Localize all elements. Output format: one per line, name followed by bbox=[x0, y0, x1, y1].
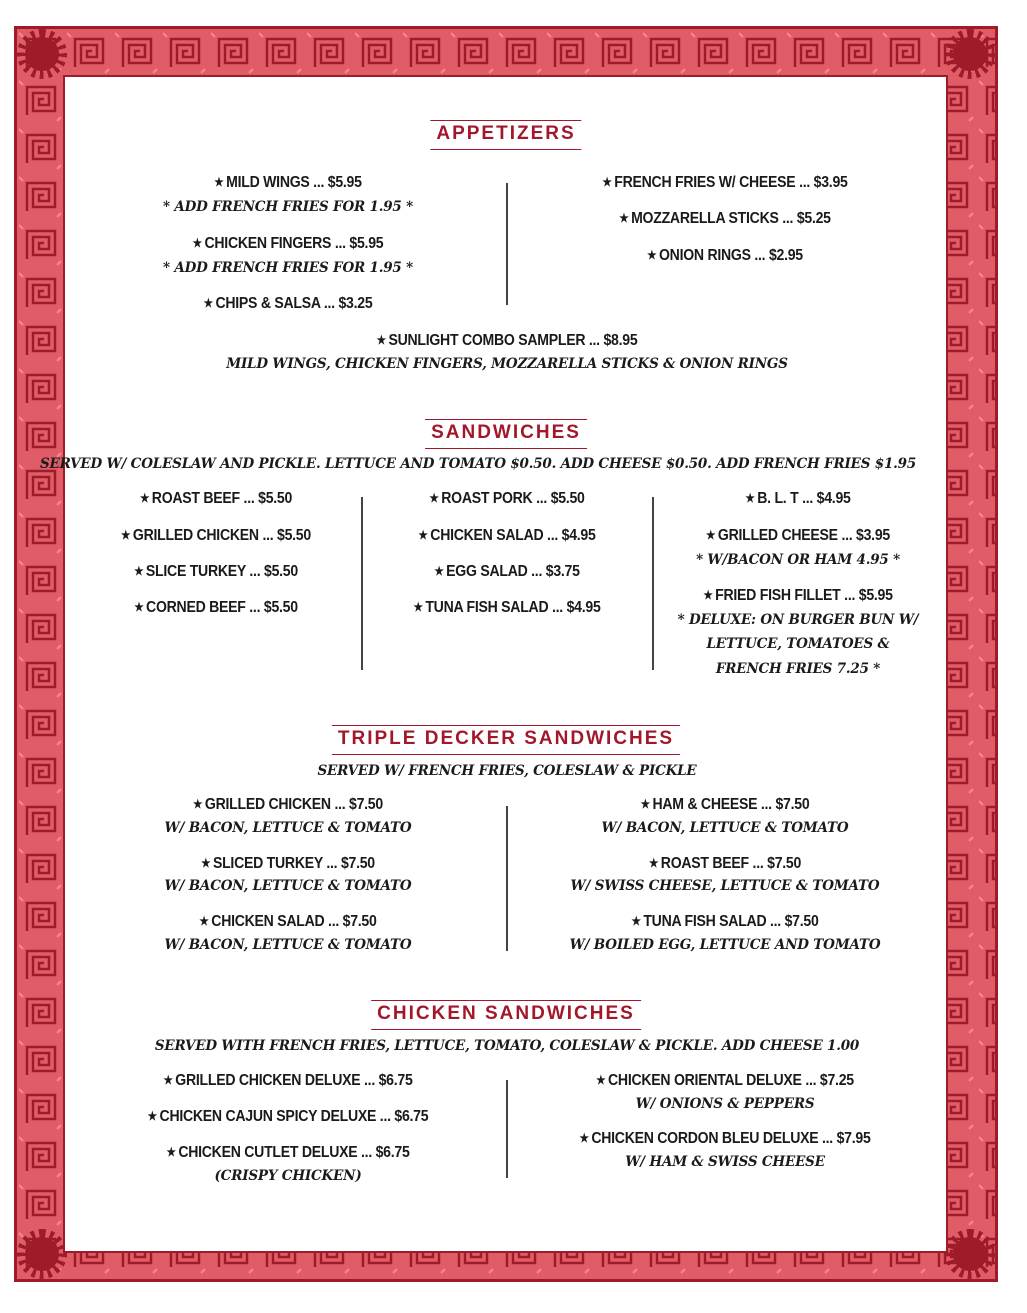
section-subtitle: SERVED WITH FRENCH FRIES, LETTUCE, TOMATO, COLESLAW & PICKLE. ADD CHEESE 1.00 bbox=[154, 1038, 860, 1054]
menu-item: ★ GRILLED CHICKEN ... $5.50 bbox=[121, 527, 311, 544]
menu-item: ★ CHICKEN FINGERS ... $5.95 bbox=[192, 235, 384, 252]
item-note: W/ BACON, LETTUCE & TOMATO bbox=[601, 820, 849, 836]
star-icon: ★ bbox=[134, 564, 144, 578]
menu-item: ★ ROAST BEEF ... $7.50 bbox=[648, 855, 802, 872]
star-icon: ★ bbox=[139, 491, 150, 505]
menu-item: ★ CHIPS & SALSA ... $3.25 bbox=[203, 295, 373, 312]
star-icon: ★ bbox=[640, 797, 650, 811]
menu-item: ★ HAM & CHEESE ... $7.50 bbox=[640, 796, 810, 813]
menu-item: ★ SLICED TURKEY ... $7.50 bbox=[201, 855, 375, 872]
menu-item: ★ CHICKEN SALAD ... $7.50 bbox=[199, 913, 377, 930]
item-note: * ADD FRENCH FRIES FOR 1.95 * bbox=[163, 199, 413, 215]
menu-item: ★ B. L. T ... $4.95 bbox=[745, 490, 851, 507]
menu-item: ★ SLICE TURKEY ... $5.50 bbox=[134, 563, 298, 580]
star-icon: ★ bbox=[199, 914, 209, 928]
star-icon: ★ bbox=[619, 211, 629, 225]
star-icon: ★ bbox=[418, 528, 428, 542]
star-icon: ★ bbox=[706, 528, 716, 542]
menu-item: ★ TUNA FISH SALAD ... $4.95 bbox=[413, 599, 601, 616]
chicken-sandwiches-heading: CHICKEN SANDWICHES bbox=[371, 1000, 641, 1030]
column-divider bbox=[652, 497, 654, 670]
star-icon: ★ bbox=[647, 248, 657, 262]
sun-ornament-bottom-left bbox=[25, 1237, 59, 1271]
menu-item: ★ CHICKEN CAJUN SPICY DELUXE ... $6.75 bbox=[147, 1108, 429, 1125]
star-icon: ★ bbox=[201, 856, 211, 870]
menu-item: ★ EGG SALAD ... $3.75 bbox=[434, 563, 580, 580]
star-icon: ★ bbox=[579, 1131, 589, 1145]
item-note: W/ HAM & SWISS CHEESE bbox=[625, 1154, 825, 1170]
star-icon: ★ bbox=[602, 175, 612, 189]
menu-item: ★ MOZZARELLA STICKS ... $5.25 bbox=[619, 210, 831, 227]
sun-ornament-top-left bbox=[25, 37, 59, 71]
menu-item: ★ CHICKEN CUTLET DELUXE ... $6.75 bbox=[166, 1144, 410, 1161]
menu-item: ★ TUNA FISH SALAD ... $7.50 bbox=[631, 913, 819, 930]
star-icon: ★ bbox=[429, 491, 439, 505]
column-divider bbox=[506, 183, 508, 305]
menu-item: ★ CHICKEN SALAD ... $4.95 bbox=[418, 527, 596, 544]
menu-item: ★ MILD WINGS ... $5.95 bbox=[214, 174, 362, 191]
star-icon: ★ bbox=[203, 296, 213, 310]
column-divider bbox=[361, 497, 363, 670]
star-icon: ★ bbox=[134, 600, 144, 614]
star-icon: ★ bbox=[193, 797, 203, 811]
section-subtitle: SERVED W/ FRENCH FRIES, COLESLAW & PICKLE bbox=[317, 763, 697, 779]
item-note: * W/BACON OR HAM 4.95 * bbox=[696, 552, 900, 568]
menu-item: ★ ROAST PORK ... $5.50 bbox=[429, 490, 585, 507]
menu-item: ★ GRILLED CHICKEN DELUXE ... $6.75 bbox=[163, 1072, 413, 1089]
item-note: W/ BACON, LETTUCE & TOMATO bbox=[164, 937, 412, 953]
star-icon: ★ bbox=[596, 1073, 606, 1087]
menu-item: ★ GRILLED CHEESE ... $3.95 bbox=[706, 527, 890, 544]
triple-decker-heading: TRIPLE DECKER SANDWICHES bbox=[332, 725, 680, 755]
menu-item: ★ ROAST BEEF ... $5.50 bbox=[139, 490, 293, 507]
menu-item: ★ GRILLED CHICKEN ... $7.50 bbox=[193, 796, 383, 813]
star-icon: ★ bbox=[214, 175, 224, 189]
star-icon: ★ bbox=[163, 1073, 173, 1087]
star-icon: ★ bbox=[648, 856, 659, 870]
star-icon: ★ bbox=[192, 236, 202, 250]
star-icon: ★ bbox=[166, 1145, 176, 1159]
star-icon: ★ bbox=[376, 333, 386, 347]
star-icon: ★ bbox=[745, 491, 755, 505]
sandwiches-heading: SANDWICHES bbox=[425, 419, 587, 449]
appetizers-heading: APPETIZERS bbox=[430, 120, 581, 150]
item-note: LETTUCE, TOMATOES & bbox=[706, 636, 890, 652]
item-note: W/ BACON, LETTUCE & TOMATO bbox=[164, 820, 412, 836]
star-icon: ★ bbox=[703, 588, 713, 602]
star-icon: ★ bbox=[147, 1109, 157, 1123]
menu-item: ★ SUNLIGHT COMBO SAMPLER ... $8.95 bbox=[376, 332, 638, 349]
item-note: W/ BOILED EGG, LETTUCE AND TOMATO bbox=[569, 937, 881, 953]
menu-item: ★ CORNED BEEF ... $5.50 bbox=[134, 599, 298, 616]
menu-item: ★ CHICKEN ORIENTAL DELUXE ... $7.25 bbox=[596, 1072, 854, 1089]
menu-item: ★ ONION RINGS ... $2.95 bbox=[647, 247, 803, 264]
item-note: * ADD FRENCH FRIES FOR 1.95 * bbox=[163, 260, 413, 276]
item-note: W/ ONIONS & PEPPERS bbox=[635, 1096, 815, 1112]
item-note: W/ BACON, LETTUCE & TOMATO bbox=[164, 878, 412, 894]
star-icon: ★ bbox=[413, 600, 423, 614]
star-icon: ★ bbox=[434, 564, 444, 578]
star-icon: ★ bbox=[631, 914, 641, 928]
column-divider bbox=[506, 806, 508, 951]
sun-ornament-top-right bbox=[953, 37, 987, 71]
menu-item: ★ FRENCH FRIES W/ CHEESE ... $3.95 bbox=[602, 174, 848, 191]
star-icon: ★ bbox=[121, 528, 131, 542]
item-note: W/ SWISS CHEESE, LETTUCE & TOMATO bbox=[570, 878, 880, 894]
section-subtitle: SERVED W/ COLESLAW AND PICKLE. LETTUCE AND TOMATO $0.50. ADD CHEESE $0.50. ADD FRENCH FRIES $1.95 bbox=[39, 456, 917, 472]
item-note: MILD WINGS, CHICKEN FINGERS, MOZZARELLA STICKS & ONION RINGS bbox=[226, 356, 788, 372]
menu-item: ★ FRIED FISH FILLET ... $5.95 bbox=[703, 587, 893, 604]
menu-item: ★ CHICKEN CORDON BLEU DELUXE ... $7.95 bbox=[579, 1130, 871, 1147]
column-divider bbox=[506, 1080, 508, 1178]
sun-ornament-bottom-right bbox=[953, 1237, 987, 1271]
item-note: * DELUXE: ON BURGER BUN W/ bbox=[677, 612, 919, 628]
item-note: (CRISPY CHICKEN) bbox=[214, 1168, 362, 1184]
item-note: FRENCH FRIES 7.25 * bbox=[715, 661, 881, 677]
